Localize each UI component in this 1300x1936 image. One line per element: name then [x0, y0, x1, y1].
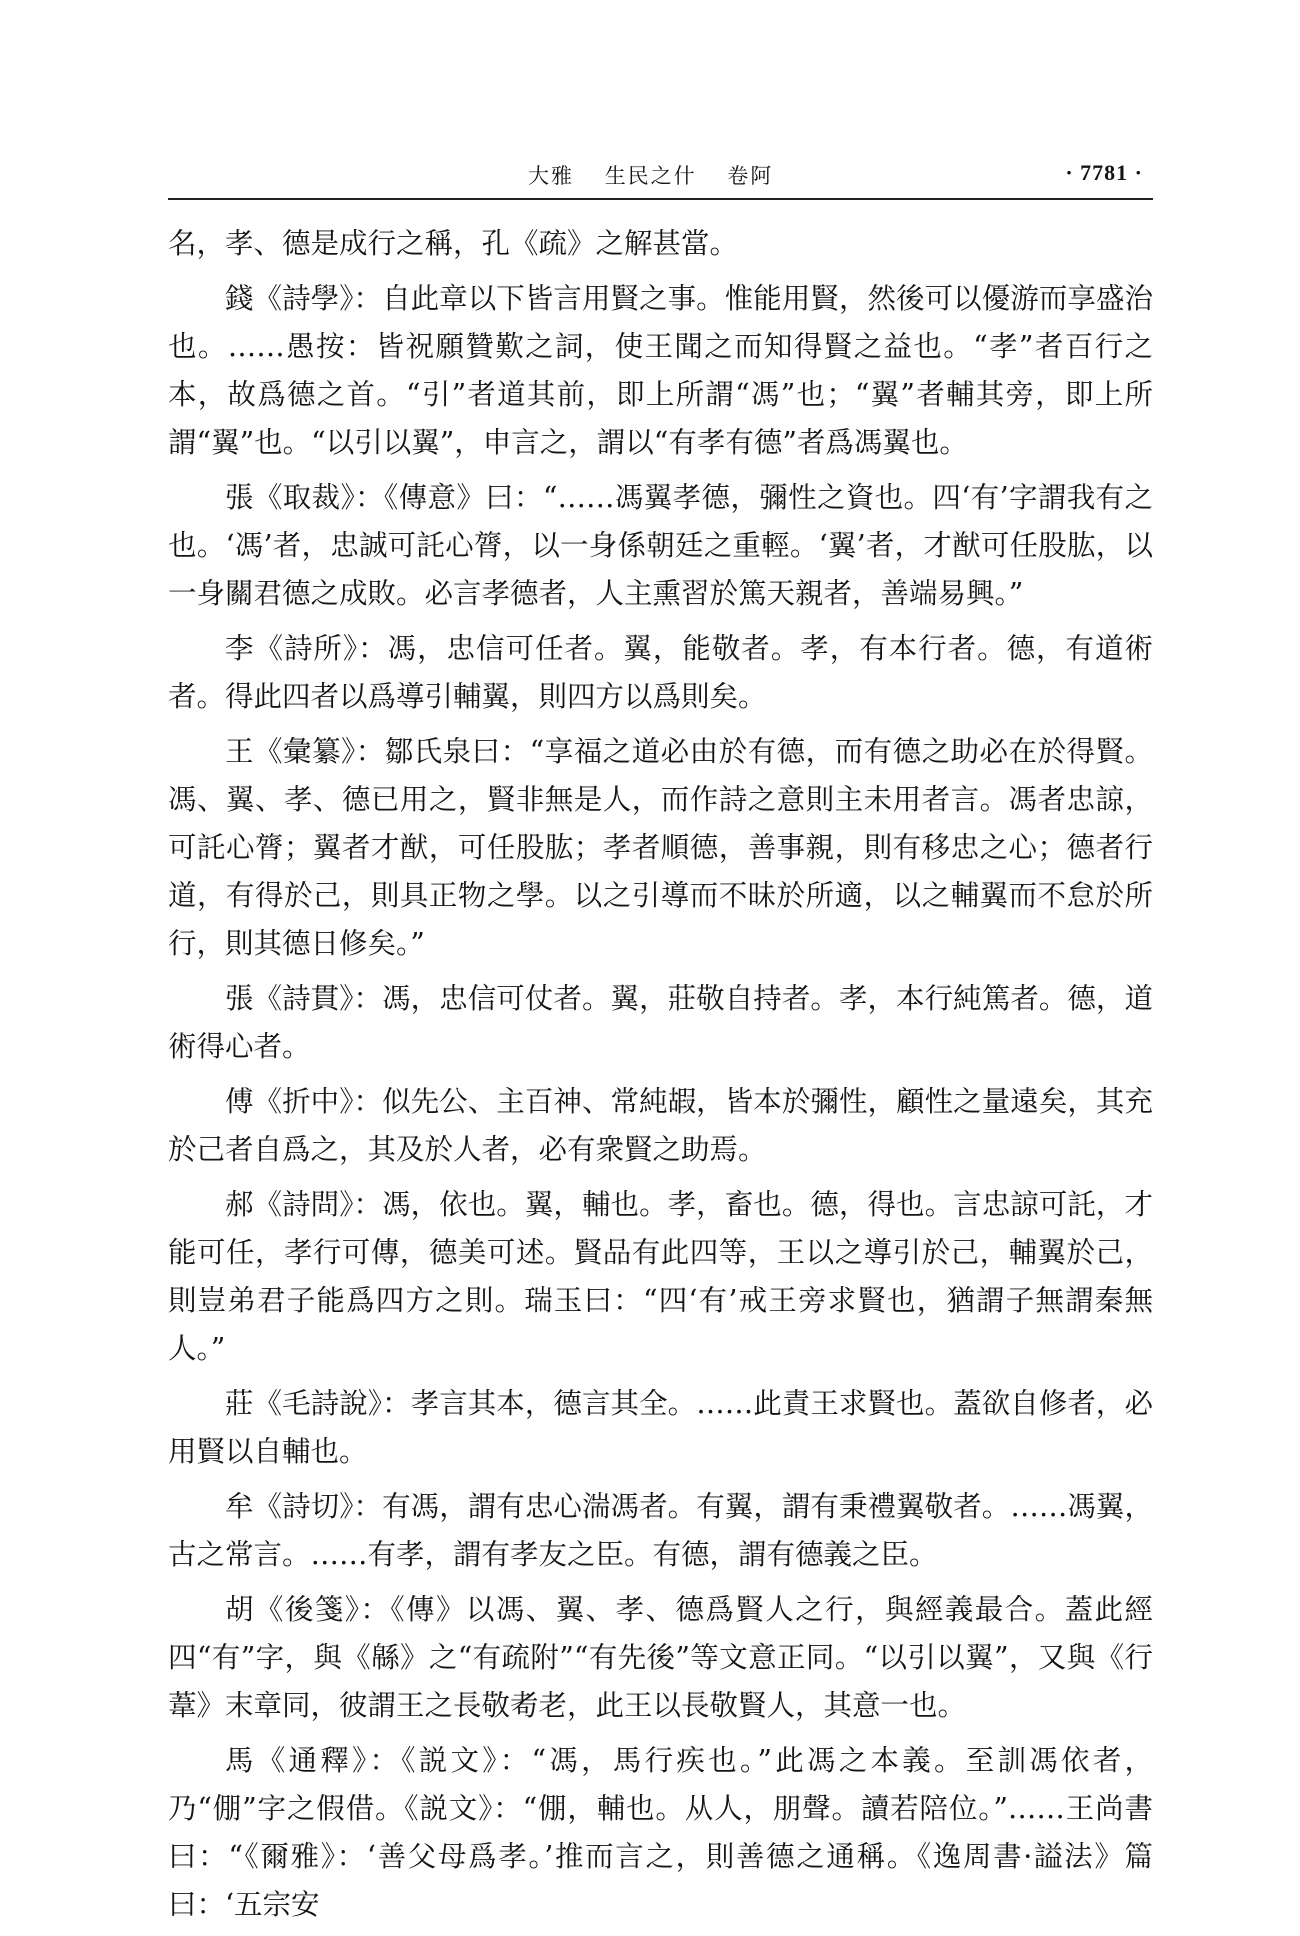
running-header — [168, 158, 1153, 194]
paragraph-wang-huizuan: 王《彙纂》：鄒氏泉曰：“享福之道必由於有德，而有德之助必在於得賢。馮、翼、孝、德已用之，賢非無是人，而作詩之意則主未用者言。馮者忠諒，可託心膂；翼者才猷，可任股肱；孝者順德，善事親，則有移忠之心；德者行道，有得於己，則具正物之學。以之引導而不昧於所適，以之輔翼而不怠於所行，則其德日修矣。” — [168, 735, 1153, 960]
paragraph-qian-shixue: 錢《詩學》：自此章以下皆言用賢之事。惟能用賢，然後可以優游而享盛治也。……愚按：皆祝願贊歎之詞，使王聞之而知得賢之益也。“孝”者百行之本，故爲德之首。“引”者道其前，即上所謂“馮”也；“翼”者輔其旁，即上所謂“翼”也。“以引以翼”，申言之，謂以“有孝有德”者爲馮翼也。 — [168, 282, 1153, 459]
body-text — [168, 220, 1153, 1936]
paragraph-li-shisuo: 李《詩所》：馮，忠信可任者。翼，能敬者。孝，有本行者。德，有道術者。得此四者以爲導引輔翼，則四方以爲則矣。 — [168, 632, 1153, 713]
header-rule — [168, 198, 1153, 200]
paragraph-mou-shiqie: 牟《詩切》：有馮，謂有忠心湍馮者。有翼，謂有秉禮翼敬者。……馮翼，古之常言。……有孝，謂有孝友之臣。有德，謂有德義之臣。 — [168, 1490, 1153, 1571]
paragraph-zhuang-maoshishuo: 莊《毛詩說》：孝言其本，德言其全。……此責王求賢也。蓋欲自修者，必用賢以自輔也。 — [168, 1387, 1153, 1468]
paragraph-continued: 名，孝、德是成行之稱，孔《疏》之解甚當。 — [168, 227, 739, 260]
paragraph-ma-tongshi: 馬《通釋》：《説文》：“馮，馬行疾也。”此馮之本義。至訓馮依者，乃“倗”字之假借。《説文》：“倗，輔也。从人，朋聲。讀若陪位。”……王尚書曰：“《爾雅》：‘善父母爲孝。’推而言之，則善德之通稱。《逸周書·謚法》篇曰：‘五宗安 — [168, 1744, 1153, 1921]
page-number: · 7781 · — [1065, 160, 1143, 185]
paragraph-hao-shiwen: 郝《詩問》：馮，依也。翼，輔也。孝，畜也。德，得也。言忠諒可託，才能可任，孝行可傳，德美可述。賢品有此四等，王以之導引於己，輔翼於己，則豈弟君子能爲四方之則。瑞玉曰：“四‘有’戒王旁求賢也，猶謂子無謂秦無人。” — [168, 1188, 1153, 1365]
running-title — [528, 160, 795, 190]
header-section: 大雅 — [528, 164, 574, 188]
paragraph-hu-houjian: 胡《後箋》：《傳》以馮、翼、孝、德爲賢人之行，與經義最合。蓋此經四“有”字，與《緜》之“有疏附”“有先後”等文意正同。“以引以翼”，又與《行葦》末章同，彼謂王之長敬耇老，此王以長敬賢人，其意一也。 — [168, 1593, 1153, 1722]
paragraph-zhang-shiguan: 張《詩貫》：馮，忠信可仗者。翼，莊敬自持者。孝，本行純篤者。德，道術得心者。 — [168, 982, 1153, 1063]
header-chapter: 生民之什 — [604, 164, 697, 188]
paragraph-fu-zhezhong: 傅《折中》：似先公、主百神、常純嘏，皆本於彌性，顧性之量遠矣，其充於己者自爲之，其及於人者，必有衆賢之助焉。 — [168, 1085, 1153, 1166]
paragraph-zhang-qucai: 張《取裁》：《傳意》曰：“……馮翼孝德，彌性之資也。四‘有’字謂我有之也。‘馮’者，忠誠可託心膂，以一身係朝廷之重輕。‘翼’者，才猷可任股肱，以一身關君德之成敗。必言孝德者，人主熏習於篤天親者，善端易興。” — [168, 481, 1153, 610]
header-poem: 卷阿 — [727, 164, 774, 188]
